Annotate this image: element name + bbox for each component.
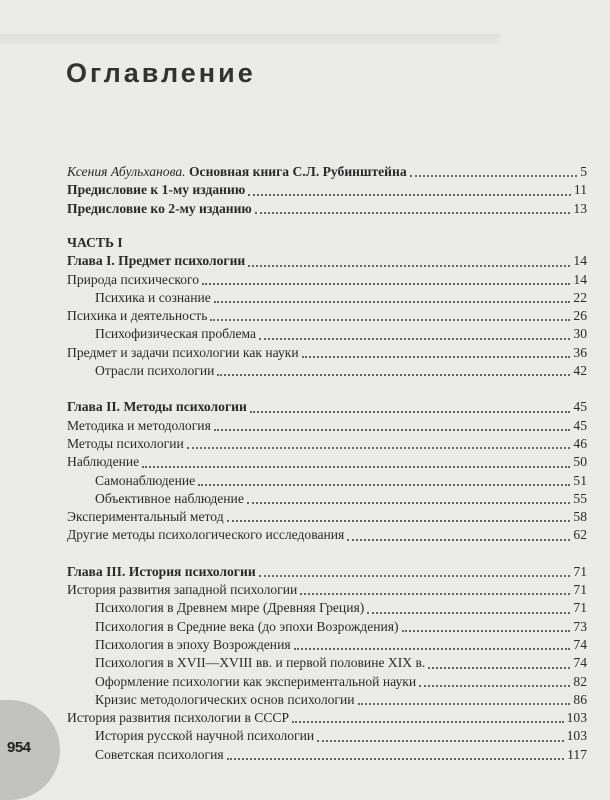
toc-entry[interactable] [67,200,587,218]
entry-page: 26 [573,308,587,324]
toc-entry[interactable] [67,289,587,307]
leader-dots [367,612,570,614]
leader-dots [419,685,570,687]
entry-page: 71 [573,563,587,579]
leader-dots [198,484,570,486]
toc-entry[interactable] [67,417,587,435]
toc-entry[interactable] [67,362,587,380]
entry-page: 22 [573,289,587,305]
entry-label: Методика и методология [67,417,211,433]
entry-label: Кризис методологических основ психологии [95,691,355,707]
entry-label: Предисловие к 1-му изданию [67,182,246,198]
entry-page: 42 [573,363,587,379]
entry-page: 103 [566,728,587,744]
entry-page: 62 [573,527,587,543]
toc-entry[interactable] [67,526,587,544]
leader-dots [292,721,564,723]
leader-dots [210,319,570,321]
entry-label: История русской научной психологии [95,728,315,744]
entry-label: Психофизическая проблема [95,326,257,342]
entry-page: 71 [573,600,587,616]
leader-dots [142,466,570,468]
toc-entry[interactable] [67,581,587,599]
entry-page: 50 [573,454,587,470]
toc-entry[interactable] [67,727,587,745]
toc-entry[interactable] [67,691,587,709]
leader-dots [300,593,570,595]
leader-dots [302,356,571,358]
toc-entry[interactable] [67,472,587,490]
entry-label: Глава III. История психологии [67,563,256,579]
entry-page: 14 [573,253,587,269]
toc-entry[interactable] [67,618,587,636]
entry-page: 117 [567,746,587,762]
entry-page: 55 [573,490,587,506]
part-heading: ЧАСТЬ I [67,235,123,250]
chapter-heading[interactable] [67,252,587,270]
leader-dots [347,539,570,541]
entry-label: Психология в Средние века (до эпохи Возрождения) [95,618,399,634]
leader-dots [187,447,571,449]
leader-dots [227,520,571,522]
chapter-3-list [67,563,587,764]
toc-entry[interactable] [67,673,587,691]
entry-page: 51 [573,472,587,488]
entry-label: Психология в Древнем мире (Древняя Греция) [95,600,365,616]
leader-dots [202,283,570,285]
entry-author: Ксения Абульханова. [67,164,186,179]
entry-page: 46 [573,435,587,451]
entry-page: 13 [573,200,587,216]
leader-dots [248,194,571,196]
entry-page: 71 [573,582,587,598]
chapter-1-list [67,252,587,380]
entry-label: Психология в эпоху Возрождения [95,636,291,652]
chapter-heading[interactable] [67,563,587,581]
leader-dots [294,648,571,650]
toc-entry[interactable] [67,307,587,325]
entry-page: 5 [580,164,587,179]
entry-label: Экспериментальный метод [67,509,224,525]
toc-entry[interactable] [67,508,587,526]
entry-page: 74 [573,636,587,652]
entry-label: Наблюдение [67,454,140,470]
toc-entry[interactable] [67,271,587,289]
entry-page: 45 [573,417,587,433]
toc-entry[interactable] [67,453,587,471]
toc-entry[interactable] [67,325,587,343]
toc-entry[interactable] [67,599,587,617]
toc-entry[interactable] [67,181,587,199]
entry-page: 14 [573,271,587,287]
leader-dots [259,338,570,340]
entry-label: Предисловие ко 2-му изданию [67,200,252,216]
leader-dots [214,301,571,303]
entry-label: Другие методы психологического исследования [67,527,345,543]
part-1 [67,234,587,764]
leader-dots [410,175,578,177]
entry-page: 86 [573,691,587,707]
toc-entry[interactable] [67,344,587,362]
chapter-2-list [67,398,587,544]
leader-dots [217,374,570,376]
entry-label: История развития западной психологии [67,582,298,598]
entry-label: Психология в XVII—XVIII вв. и первой половине XIX в. [95,655,426,671]
leader-dots [214,429,571,431]
leader-dots [255,212,571,214]
entry-page: 36 [573,344,587,360]
entry-label: Методы психологии [67,435,184,451]
entry-page: 45 [573,399,587,415]
leader-dots [227,758,564,760]
entry-label: Оформление психологии как экспериментальной науки [95,673,417,689]
leader-dots [428,667,570,669]
leader-dots [358,703,571,705]
entry-page: 103 [566,710,587,726]
entry-label: Отрасли психологии [95,363,215,379]
entry-label: Психика и сознание [95,289,211,305]
toc-entry[interactable] [67,654,587,672]
entry-label: Объективное наблюдение [95,490,244,506]
toc-entry[interactable] [67,435,587,453]
leader-dots [259,575,571,577]
toc-entry[interactable] [67,709,587,727]
leader-dots [250,411,571,413]
leader-dots [402,630,571,632]
leader-dots [317,740,563,742]
leader-dots [248,265,570,267]
page-title: Оглавление [66,58,256,88]
toc-entry[interactable] [67,490,587,508]
entry-label: Основная книга С.Л. Рубинштейна [188,164,407,179]
entry-label: Самонаблюдение [95,472,196,488]
entry-label: Глава I. Предмет психологии [67,253,246,269]
entry-label: Советская психология [95,746,224,762]
entry-label: Предмет и задачи психологии как науки [67,344,299,360]
entry-page: 30 [573,326,587,342]
toc-entry-intro[interactable] [67,163,587,181]
entry-page: 74 [573,655,587,671]
entry-label: Глава II. Методы психологии [67,399,247,415]
toc-entry[interactable] [67,636,587,654]
chapter-heading[interactable] [67,398,587,416]
toc-entry[interactable] [67,746,587,764]
entry-page: 82 [573,673,587,689]
show-through-rule [0,34,500,44]
entry-label: Природа психического [67,271,200,287]
entry-label: История развития психологии в СССР [67,710,290,726]
page-number: 954 [7,739,31,756]
leader-dots [247,502,571,504]
front-matter [67,163,587,218]
entry-page: 58 [573,509,587,525]
entry-label: Психика и деятельность [67,308,208,324]
entry-page: 11 [573,182,587,198]
entry-page: 73 [573,618,587,634]
